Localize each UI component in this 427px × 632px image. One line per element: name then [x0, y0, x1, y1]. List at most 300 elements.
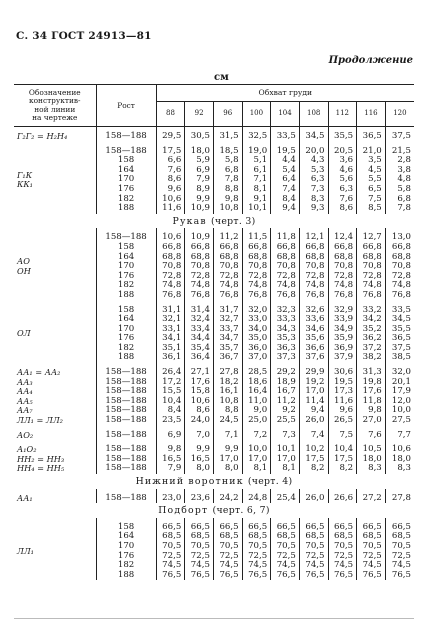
designation-text: АА₃ [17, 376, 33, 387]
value-cell-line: 17,0 [219, 453, 239, 464]
height-cell-line: 170 [117, 540, 135, 551]
value-cell-line: 9,2 [282, 405, 296, 416]
value-cell-line: 74,5 [248, 560, 268, 571]
designation-cell [14, 426, 96, 441]
value-cell-line: 68,8 [305, 251, 325, 262]
value-cell [299, 363, 328, 426]
value-cell-line: 8,8 [224, 405, 239, 416]
designation-cell [14, 363, 96, 426]
value-cell [328, 228, 357, 300]
value-cell-line: 70,5 [248, 540, 268, 551]
value-cell-line: 9,3 [310, 203, 325, 214]
value-cell-line: 8,6 [339, 203, 354, 214]
value-cell-line: 70,8 [391, 261, 411, 272]
value-cell-line: 74,8 [305, 280, 325, 291]
value-cell-line: 2,8 [397, 155, 411, 166]
value-cell-line: 10,5 [362, 444, 382, 455]
value-cell-line: 3,6 [339, 155, 354, 166]
height-cell-line: 158 [117, 155, 135, 166]
value-cell [385, 127, 414, 142]
value-cell [185, 127, 214, 142]
value-cell-line: 11,6 [162, 203, 182, 214]
value-cell-line: 68,5 [362, 531, 382, 542]
value-cell [185, 518, 214, 581]
value-cell-line: 9,9 [196, 444, 210, 455]
value-cell-line: 7,5 [368, 193, 382, 204]
value-cell-line: 8,0 [224, 463, 239, 474]
value-cell-line: 72,5 [190, 550, 210, 561]
value-cell-line: 8,4 [167, 405, 182, 416]
value-cell-line: 6,8 [224, 164, 239, 175]
value-cell-line: 31,3 [362, 367, 382, 378]
designation-cell [14, 440, 96, 474]
value-cell-line: 66,8 [276, 241, 296, 252]
designation-text: ОН [17, 265, 31, 276]
value-cell-line: 17,2 [162, 376, 182, 387]
value-cell-line: 8,6 [167, 174, 182, 185]
value-cell-line: 8,3 [397, 463, 411, 474]
height-cell-line: 182 [117, 342, 135, 353]
value-cell [271, 426, 300, 441]
value-cell-line: 27,5 [391, 415, 411, 426]
value-cell-line: 35,5 [391, 323, 411, 334]
section-title: Рукав [172, 215, 207, 227]
designation-text: ОЛ [17, 328, 31, 339]
value-cell-line: 68,8 [276, 251, 296, 262]
value-cell-line: 11,6 [334, 395, 354, 406]
value-cell-line: 68,5 [334, 531, 354, 542]
value-cell-line: 32,7 [219, 314, 239, 325]
value-cell [385, 363, 414, 426]
designation-text: Г₁К [17, 169, 33, 180]
value-cell [299, 301, 328, 364]
value-cell-line: 34,7 [219, 333, 239, 344]
height-cell [96, 228, 156, 300]
table-row [14, 127, 414, 142]
value-cell-line: 66,8 [248, 241, 268, 252]
chest-size-header: 104 [271, 102, 300, 127]
value-cell-line: 70,5 [305, 540, 325, 551]
value-cell-line: 20,5 [334, 145, 354, 156]
value-cell-line: 76,8 [248, 289, 268, 300]
value-cell-line: 74,8 [162, 280, 182, 291]
value-cell-line: 25,5 [276, 415, 296, 426]
value-cell-line: 70,5 [162, 540, 182, 551]
section-heading-row [14, 214, 414, 229]
value-cell [213, 489, 242, 504]
designation-text: А₁О₂ [17, 444, 37, 455]
value-cell-line: 34,4 [190, 333, 210, 344]
value-cell-line: 8,0 [196, 463, 210, 474]
value-cell [156, 518, 185, 581]
value-cell [271, 489, 300, 504]
value-cell-line: 25,0 [248, 415, 268, 426]
value-cell [357, 440, 386, 474]
value-cell-line: 26,6 [334, 492, 354, 503]
value-cell-line: 70,8 [362, 261, 382, 272]
value-cell-line: 15,5 [162, 386, 182, 397]
page-header: С. 34 ГОСТ 24913—81 [16, 30, 152, 42]
section-drawing-ref: (черт. 3) [210, 215, 256, 227]
value-cell-line: 38,2 [362, 352, 382, 363]
value-cell-line: 9,8 [368, 405, 382, 416]
value-cell-line: 19,5 [334, 376, 354, 387]
value-cell-line: 36,1 [162, 352, 182, 363]
value-cell-line: 66,5 [190, 521, 210, 532]
designation-text: АО₂ [17, 429, 34, 440]
value-cell-line: 76,8 [391, 289, 411, 300]
height-column-header: Рост [96, 85, 156, 127]
value-cell-line: 27,8 [391, 492, 411, 503]
value-cell-line: 72,8 [190, 270, 210, 281]
height-cell [96, 142, 156, 214]
value-cell-line: 6,8 [397, 193, 411, 204]
value-cell-line: 6,6 [167, 155, 182, 166]
value-cell-line: 66,8 [334, 241, 354, 252]
value-cell [242, 301, 271, 364]
value-cell [299, 426, 328, 441]
value-cell [185, 426, 214, 441]
value-cell [156, 127, 185, 142]
value-cell [299, 440, 328, 474]
value-cell-line: 7,8 [397, 203, 411, 214]
designation-line-3: ной линии [34, 104, 76, 114]
value-cell-line: 32,5 [248, 131, 268, 141]
value-cell-line: 35,6 [305, 333, 325, 344]
table-row [14, 440, 414, 474]
designation-text: ЛЛ₁ = ЛЛ₂ [17, 415, 63, 426]
value-cell-line: 10,1 [248, 203, 268, 214]
value-cell-line: 21,0 [362, 145, 382, 156]
value-cell-line: 5,4 [282, 164, 296, 175]
height-cell-line: 188 [117, 352, 135, 363]
value-cell-line: 37,2 [362, 342, 382, 353]
value-cell-line: 9,6 [167, 183, 182, 194]
value-cell-line: 5,8 [397, 183, 411, 194]
value-cell-line: 76,8 [162, 289, 182, 300]
designation-text: Г₂Г₂ = Н₂Н₄ [17, 131, 68, 141]
value-cell-line: 7,0 [196, 429, 210, 440]
value-cell-line: 66,5 [276, 521, 296, 532]
designation-text: АО [17, 256, 30, 267]
value-cell-line: 68,8 [162, 251, 182, 262]
value-cell-line: 7,4 [310, 429, 325, 440]
value-cell-line: 16,7 [276, 386, 296, 397]
value-cell-line: 4,8 [397, 174, 411, 185]
value-cell-line: 36,2 [362, 333, 382, 344]
measurement-table-container [14, 84, 414, 580]
value-cell-line: 72,5 [162, 550, 182, 561]
value-cell [271, 301, 300, 364]
height-cell-line: 164 [117, 251, 135, 262]
value-cell-line: 68,8 [219, 251, 239, 262]
value-cell [213, 127, 242, 142]
value-cell-line: 68,8 [362, 251, 382, 262]
value-cell-line: 7,2 [253, 429, 268, 440]
value-cell-line: 8,5 [368, 203, 382, 214]
unit-label: см [214, 72, 229, 83]
value-cell-line: 8,1 [282, 463, 296, 474]
chest-size-header: 96 [213, 102, 242, 127]
value-cell [156, 142, 185, 214]
value-cell-line: 68,8 [334, 251, 354, 262]
value-cell-line: 18,9 [276, 376, 296, 387]
table-row [14, 426, 414, 441]
designation-text: АА₄ [17, 386, 33, 397]
value-cell-line: 17,9 [391, 386, 411, 397]
value-cell-line: 27,2 [362, 492, 382, 503]
value-cell-line: 70,8 [219, 261, 239, 272]
value-cell-line: 66,5 [219, 521, 239, 532]
value-cell-line: 30,5 [190, 131, 210, 141]
value-cell-line: 7,1 [224, 429, 239, 440]
value-cell-line: 9,9 [196, 193, 210, 204]
height-cell [96, 426, 156, 441]
section-heading-row [14, 503, 414, 518]
table-row [14, 489, 414, 504]
designation-cell [14, 228, 96, 300]
value-cell-line: 16,5 [190, 453, 210, 464]
designation-line-1: Обозначение [28, 88, 81, 98]
value-cell [357, 489, 386, 504]
value-cell-line: 11,8 [276, 232, 296, 243]
value-cell-line: 32,0 [391, 367, 411, 378]
designation-line-2: конструктив- [28, 96, 81, 106]
designation-text: АА₁ = АА₂ [17, 367, 61, 378]
value-cell-line: 76,5 [162, 569, 182, 580]
section-drawing-ref: (черт. 6, 7) [212, 505, 270, 517]
value-cell-line: 37,3 [276, 352, 296, 363]
value-cell-line: 7,6 [339, 193, 354, 204]
value-cell [328, 127, 357, 142]
value-cell-line: 27,1 [190, 367, 210, 378]
value-cell [357, 301, 386, 364]
value-cell-line: 9,4 [310, 405, 325, 416]
value-cell-line: 66,5 [248, 521, 268, 532]
value-cell [328, 518, 357, 581]
chest-size-header: 116 [357, 102, 386, 127]
value-cell-line: 8,8 [224, 183, 239, 194]
value-cell [242, 489, 271, 504]
value-cell-line: 9,8 [224, 193, 239, 204]
table-row [14, 228, 414, 300]
height-cell-line: 170 [117, 261, 135, 272]
height-cell-line: 170 [117, 323, 135, 334]
value-cell-line: 7,3 [282, 429, 296, 440]
value-cell-line: 8,2 [310, 463, 325, 474]
value-cell-line: 37,9 [334, 352, 354, 363]
value-cell-line: 36,5 [391, 333, 411, 344]
value-cell-line: 10,8 [219, 203, 239, 214]
value-cell [271, 142, 300, 214]
value-cell [271, 363, 300, 426]
value-cell-line: 72,8 [391, 270, 411, 281]
value-cell-line: 33,2 [362, 304, 382, 315]
value-cell-line: 72,8 [162, 270, 182, 281]
continuation-label: Продолжение [328, 55, 413, 66]
value-cell-line: 5,9 [196, 155, 210, 166]
section-heading [14, 503, 414, 518]
value-cell-line: 72,5 [334, 550, 354, 561]
value-cell [328, 363, 357, 426]
designation-cell [14, 301, 96, 364]
value-cell-line: 3,5 [368, 155, 382, 166]
value-cell [385, 489, 414, 504]
section-heading-row [14, 474, 414, 489]
value-cell-line: 37,0 [248, 352, 268, 363]
value-cell-line: 35,7 [219, 342, 239, 353]
chest-size-header: 92 [185, 102, 214, 127]
value-cell-line: 74,8 [219, 280, 239, 291]
value-cell-line: 11,4 [305, 395, 325, 406]
value-cell-line: 76,5 [334, 569, 354, 580]
designation-text: ЛЛ₁ [17, 545, 34, 556]
value-cell-line: 66,5 [391, 521, 411, 532]
value-cell-line: 66,8 [190, 241, 210, 252]
value-cell-line: 66,8 [391, 241, 411, 252]
value-cell-line: 10,0 [248, 444, 268, 455]
value-cell-line: 4,4 [282, 155, 296, 166]
value-cell-line: 32,9 [334, 304, 354, 315]
value-cell-line: 8,6 [196, 405, 210, 416]
value-cell-line: 74,5 [276, 560, 296, 571]
value-cell-line: 72,5 [248, 550, 268, 561]
value-cell-line: 7,5 [339, 429, 354, 440]
value-cell-line: 36,0 [248, 342, 268, 353]
value-cell-line: 26,0 [305, 492, 325, 503]
designation-cell [14, 142, 96, 214]
value-cell-line: 29,9 [305, 367, 325, 378]
value-cell-line: 33,1 [162, 323, 182, 334]
designation-cell [14, 518, 96, 581]
chest-girth-group-header: Обхват груди [156, 85, 414, 102]
height-cell-line: 182 [117, 193, 135, 204]
height-cell-line: 158—188 [105, 429, 147, 440]
table-row [14, 363, 414, 426]
designation-text: НН₄ = НН₅ [17, 463, 65, 474]
value-cell-line: 24,2 [219, 492, 239, 503]
value-cell [357, 228, 386, 300]
value-cell-line: 9,1 [253, 193, 268, 204]
value-cell-line: 12,7 [362, 232, 382, 243]
value-cell-line: 37,5 [391, 131, 411, 141]
value-cell-line: 8,1 [253, 463, 268, 474]
value-cell-line: 74,5 [162, 560, 182, 571]
value-cell-line: 33,6 [305, 314, 325, 325]
value-cell-line: 74,8 [334, 280, 354, 291]
value-cell-line: 68,5 [190, 531, 210, 542]
value-cell-line: 76,8 [276, 289, 296, 300]
value-cell [213, 363, 242, 426]
value-cell [328, 426, 357, 441]
value-cell [185, 489, 214, 504]
value-cell-line: 17,6 [362, 386, 382, 397]
value-cell-line: 76,8 [334, 289, 354, 300]
value-cell-line: 5,5 [368, 174, 382, 185]
bottom-rule [14, 618, 414, 619]
value-cell-line: 76,5 [219, 569, 239, 580]
value-cell-line: 70,8 [276, 261, 296, 272]
value-cell-line: 18,0 [391, 453, 411, 464]
chest-size-header: 88 [156, 102, 185, 127]
value-cell-line: 74,5 [334, 560, 354, 571]
section-title: Нижний воротник [135, 476, 244, 487]
value-cell [185, 440, 214, 474]
height-cell-line: 158—188 [105, 131, 147, 141]
value-cell-line: 9,0 [253, 405, 268, 416]
value-cell-line: 9,6 [339, 405, 354, 416]
value-cell-line: 6,3 [339, 183, 354, 194]
value-cell-line: 10,6 [391, 444, 411, 455]
value-cell-line: 27,0 [362, 415, 382, 426]
value-cell [242, 440, 271, 474]
value-cell [213, 228, 242, 300]
value-cell-line: 76,5 [248, 569, 268, 580]
value-cell-line: 5,6 [339, 174, 354, 185]
value-cell-line: 7,8 [224, 174, 239, 185]
value-cell [385, 426, 414, 441]
value-cell [299, 142, 328, 214]
value-cell-line: 8,3 [368, 463, 382, 474]
value-cell-line: 18,2 [219, 376, 239, 387]
value-cell-line: 72,8 [248, 270, 268, 281]
value-cell-line: 36,7 [219, 352, 239, 363]
value-cell-line: 10,6 [162, 193, 182, 204]
value-cell-line: 33,0 [248, 314, 268, 325]
value-cell-line: 12,4 [334, 232, 354, 243]
value-cell-line: 72,5 [305, 550, 325, 561]
value-cell-line: 10,4 [162, 395, 182, 406]
height-cell-line: 158—188 [105, 453, 147, 464]
height-cell-line: 158—188 [105, 463, 147, 474]
height-cell-line: 158—188 [105, 367, 147, 378]
value-cell-line: 68,5 [162, 531, 182, 542]
value-cell-line: 76,8 [305, 289, 325, 300]
value-cell [242, 127, 271, 142]
value-cell [242, 363, 271, 426]
value-cell-line: 4,5 [368, 164, 382, 175]
value-cell-line: 17,3 [334, 386, 354, 397]
height-cell-line: 188 [117, 289, 135, 300]
value-cell [185, 228, 214, 300]
value-cell-line: 7,3 [310, 183, 325, 194]
value-cell [385, 440, 414, 474]
value-cell-line: 68,5 [248, 531, 268, 542]
value-cell-line: 16,1 [219, 386, 239, 397]
height-cell-line: 158—188 [105, 395, 147, 406]
value-cell-line: 17,5 [305, 453, 325, 464]
value-cell-line: 8,9 [196, 183, 210, 194]
value-cell-line: 72,5 [219, 550, 239, 561]
value-cell-line: 19,2 [305, 376, 325, 387]
value-cell-line: 66,8 [362, 241, 382, 252]
value-cell [242, 142, 271, 214]
value-cell-line: 4,6 [339, 164, 354, 175]
value-cell [385, 142, 414, 214]
value-cell-line: 26,5 [334, 415, 354, 426]
value-cell-line: 35,2 [362, 323, 382, 334]
value-cell-line: 32,4 [190, 314, 210, 325]
value-cell [156, 426, 185, 441]
designation-text: КК₁ [17, 179, 33, 190]
value-cell-line: 36,3 [276, 342, 296, 353]
value-cell-line: 18,5 [219, 145, 239, 156]
value-cell-line: 12,0 [391, 395, 411, 406]
height-cell [96, 440, 156, 474]
value-cell-line: 31,7 [219, 304, 239, 315]
value-cell-line: 70,5 [219, 540, 239, 551]
value-cell-line: 24,5 [219, 415, 239, 426]
